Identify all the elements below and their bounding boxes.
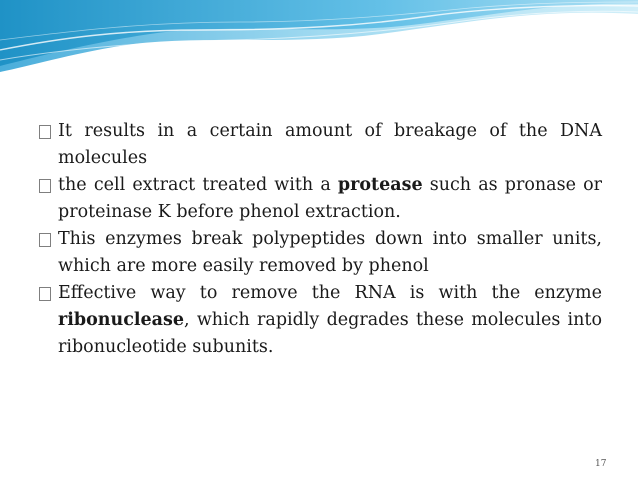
bullet-text: such as pronase or proteinase K before phenol extraction. (58, 175, 602, 222)
bullet-text: the cell extract treated with a (58, 175, 338, 195)
bullet-box-icon (39, 287, 51, 301)
bullet-item (38, 172, 602, 226)
bullet-text: This enzymes break polypeptides down into smaller units, which are more easily removed by phenol (58, 229, 602, 276)
bullet-item (38, 280, 602, 361)
bullet-box-icon (39, 233, 51, 247)
bold-term: ribonuclease (58, 310, 184, 330)
bullet-item (38, 118, 602, 172)
bullet-text: It results in a certain amount of breakage of the DNA molecules (58, 121, 602, 168)
bullet-text: , which rapidly degrades these molecules into ribonucleotide subunits. (58, 310, 602, 357)
bullet-text: Effective way to remove the RNA is with the enzyme (58, 283, 602, 303)
decorative-wave-banner (0, 0, 638, 80)
bullet-box-icon (39, 179, 51, 193)
bullet-box-icon (39, 125, 51, 139)
bullet-list (38, 118, 602, 361)
bullet-item (38, 226, 602, 280)
page-number: 17 (595, 459, 607, 469)
bold-term: protease (337, 175, 423, 195)
